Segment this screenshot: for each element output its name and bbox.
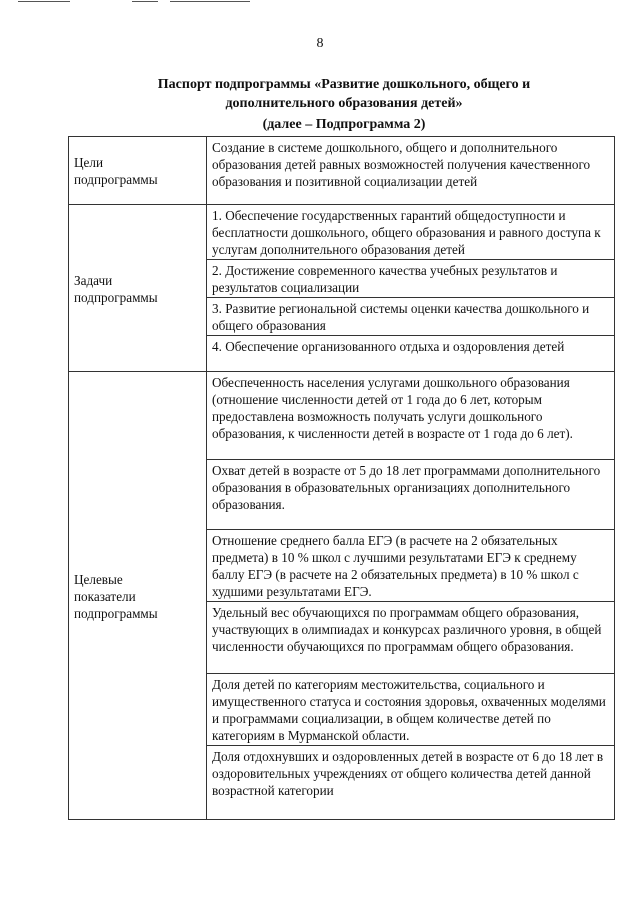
row-label-indicators (69, 372, 207, 820)
label-line: показатели (74, 588, 136, 604)
table-row-indicator-1 (69, 372, 615, 460)
aim-text: Создание в системе дошкольного, общего и дополнительного образования детей равных возможностей получения качественного образования и позитивной социализации детей (207, 137, 615, 205)
label-line: подпрограммы (74, 289, 158, 305)
document-subtitle: (далее – Подпрограмма 2) (262, 117, 426, 132)
indicator-text: Отношение среднего балла ЕГЭ (в расчете на 2 обязательных предмета) в 10 % школ с лучшими результатами ЕГЭ к среднему баллу ЕГЭ (в расчете на 2 обязательных предмета) в 10 % школ с худшими результатами ЕГЭ. (207, 530, 615, 602)
table-row-aims (69, 137, 615, 205)
document-title (100, 75, 588, 113)
row-label-aims (69, 137, 207, 205)
task-text: 2. Достижение современного качества учебных результатов и результатов социализации (207, 260, 615, 298)
label-line: подпрограммы (74, 605, 158, 621)
passport-table (68, 136, 615, 820)
task-text: 4. Обеспечение организованного отдыха и оздоровления детей (207, 336, 615, 372)
title-line-1: Паспорт подпрограммы «Развитие дошкольного, общего и (157, 77, 531, 92)
table-row-task-1 (69, 205, 615, 260)
page-number: 8 (316, 36, 324, 51)
indicator-text: Доля детей по категориям местожительства, социального и имущественного статуса и состояния здоровья, охваченных моделями и программами социализации, в общем количестве детей по категориям в Мурманской области. (207, 674, 615, 746)
indicator-text: Охват детей в возрасте от 5 до 18 лет программами дополнительного образования в образовательных организациях дополнительного образования. (207, 460, 615, 530)
label-line: Цели (74, 155, 104, 170)
task-text: 1. Обеспечение государственных гарантий общедоступности и бесплатности дошкольного, общего образования и равного доступа к услугам дополнительного образования детей (207, 205, 615, 260)
top-scan-marks (0, 0, 640, 6)
label-line: Целевые (74, 571, 123, 587)
title-line-2: дополнительного образования детей» (225, 96, 463, 111)
label-line: Задачи (74, 272, 113, 288)
label-line: подпрограммы (74, 172, 158, 187)
row-label-tasks (69, 205, 207, 372)
indicator-text: Удельный вес обучающихся по программам общего образования, участвующих в олимпиадах и конкурсах различного уровня, в общей численности обучающихся по программам общего образования. (207, 602, 615, 674)
task-text: 3. Развитие региональной системы оценки качества дошкольного и общего образования (207, 298, 615, 336)
indicator-text: Доля отдохнувших и оздоровленных детей в возрасте от 6 до 18 лет в оздоровительных учреждениях от общего количества детей данной возрастной категории (207, 746, 615, 820)
indicator-text: Обеспеченность населения услугами дошкольного образования (отношение численности детей от 1 года до 6 лет, которым предоставлена возможность получать услуги дошкольного образования, к численности детей в возрасте от 1 года до 6 лет). (207, 372, 615, 460)
